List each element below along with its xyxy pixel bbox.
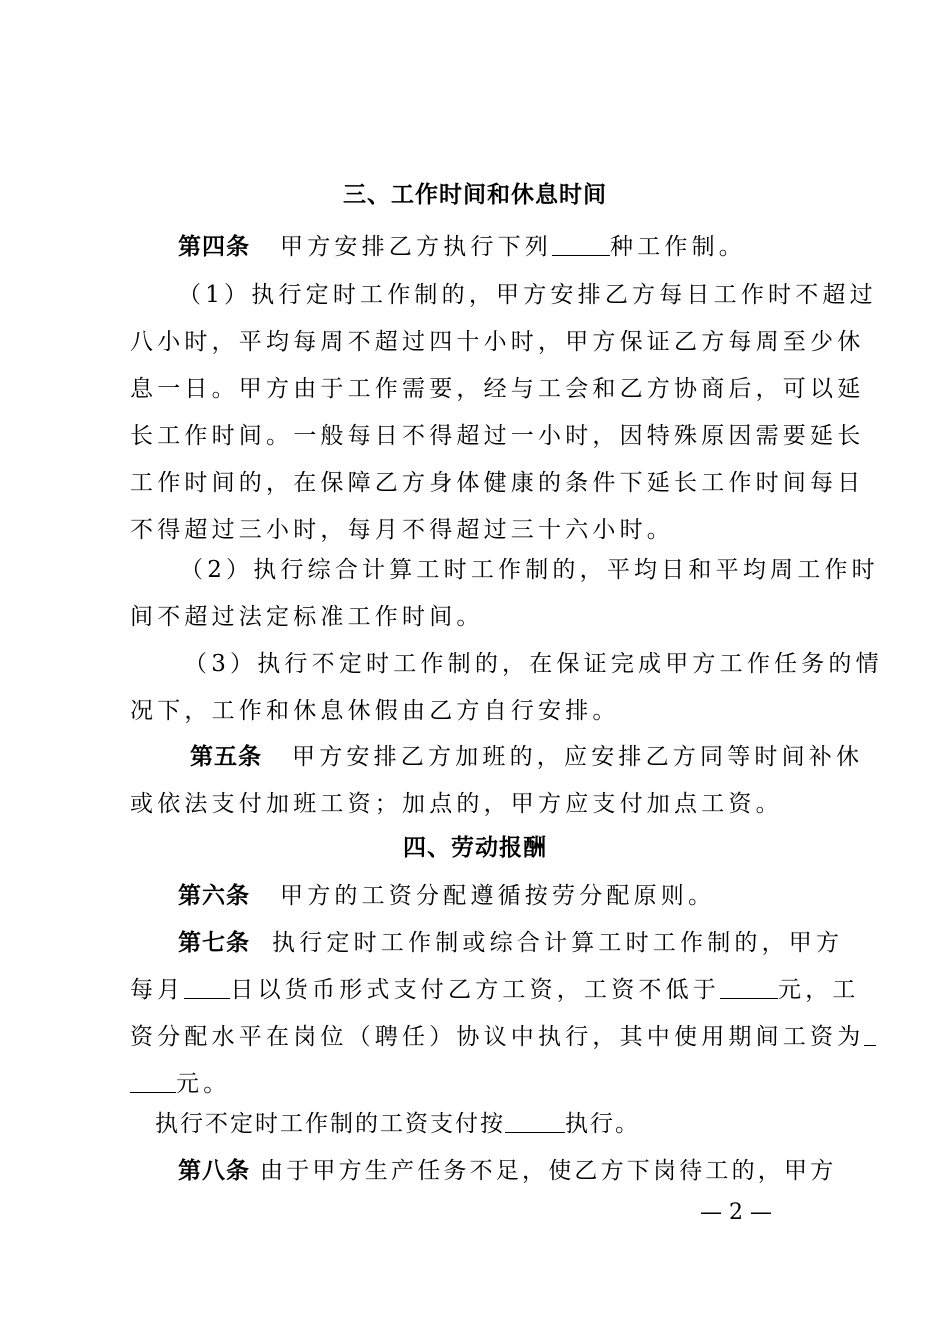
paragraph-line (130, 1065, 830, 1098)
paragraph-line: 息一日。甲方由于工作需要，经与工会和乙方协商后，可以延 (130, 376, 865, 402)
paragraph-line (130, 971, 860, 1004)
text-segment: 元，工 (778, 977, 860, 1003)
fill-blank (720, 978, 778, 999)
article-8-line (178, 1152, 878, 1185)
paragraph-line: 况下，工作和休息休假由乙方自行安排。 (130, 698, 620, 724)
article-label: 第七条 (178, 929, 250, 956)
section-heading-work-time: 三、工作时间和休息时间 (343, 181, 607, 208)
article-label: 第八条 (178, 1157, 250, 1184)
paragraph-line: 工作时间的，在保障乙方身体健康的条件下延长工作时间每日 (130, 470, 865, 496)
text-segment: 元。 (176, 1071, 231, 1097)
article-6-line (178, 877, 878, 910)
text-segment: 执行不定时工作制的工资支付按 (155, 1111, 505, 1137)
section-heading-labor-pay: 四、劳动报酬 (403, 834, 547, 861)
article-7-line (178, 924, 878, 957)
paragraph-line (130, 1018, 865, 1051)
page-number: — 2 — (700, 1200, 772, 1225)
article-label: 第四条 (178, 233, 250, 260)
fill-blank (864, 1025, 876, 1046)
text-segment: 由于甲方生产任务不足，使乙方下岗待工的，甲方 (260, 1158, 837, 1184)
article-5-line (190, 738, 890, 771)
text-segment: 甲方安排乙方执行下列 (280, 234, 552, 260)
fill-blank (184, 978, 230, 999)
text-segment: 执行。 (565, 1111, 640, 1137)
paragraph-line: 八小时，平均每周不超过四十小时，甲方保证乙方每周至少休 (130, 329, 865, 355)
text-segment: 日以货币形式支付乙方工资，工资不低于 (230, 977, 721, 1003)
paragraph-line: （1）执行定时工作制的，甲方安排乙方每日工作时不超过 (178, 282, 877, 308)
paragraph-line: 或依法支付加班工资；加点的，甲方应支付加点工资。 (130, 791, 783, 817)
paragraph-line (155, 1105, 855, 1138)
text-segment: 执行定时工作制或综合计算工时工作制的，甲方 (272, 930, 844, 956)
text-segment: 资分配水平在岗位（聘任）协议中执行，其中使用期间工资为 (130, 1024, 865, 1050)
text-segment: 甲方安排乙方加班的，应安排乙方同等时间补休 (292, 744, 864, 770)
paragraph-line: （3）执行不定时工作制的，在保证完成甲方工作任务的情 (184, 651, 883, 677)
article-4-line (178, 228, 878, 261)
article-label: 第五条 (190, 743, 262, 770)
paragraph-line: （2）执行综合计算工时工作制的，平均日和平均周工作时 (180, 557, 879, 583)
paragraph-line: 长工作时间。一般每日不得超过一小时，因特殊原因需要延长 (130, 423, 865, 449)
paragraph-line: 不得超过三小时，每月不得超过三十六小时。 (130, 517, 674, 543)
fill-blank (130, 1072, 176, 1093)
fill-blank (552, 235, 610, 256)
text-segment: 每月 (130, 977, 185, 1003)
paragraph-line: 间不超过法定标准工作时间。 (130, 604, 484, 630)
article-label: 第六条 (178, 882, 250, 909)
fill-blank (505, 1112, 565, 1133)
text-segment: 种工作制。 (610, 234, 746, 260)
text-segment: 甲方的工资分配遵循按劳分配原则。 (280, 883, 716, 909)
